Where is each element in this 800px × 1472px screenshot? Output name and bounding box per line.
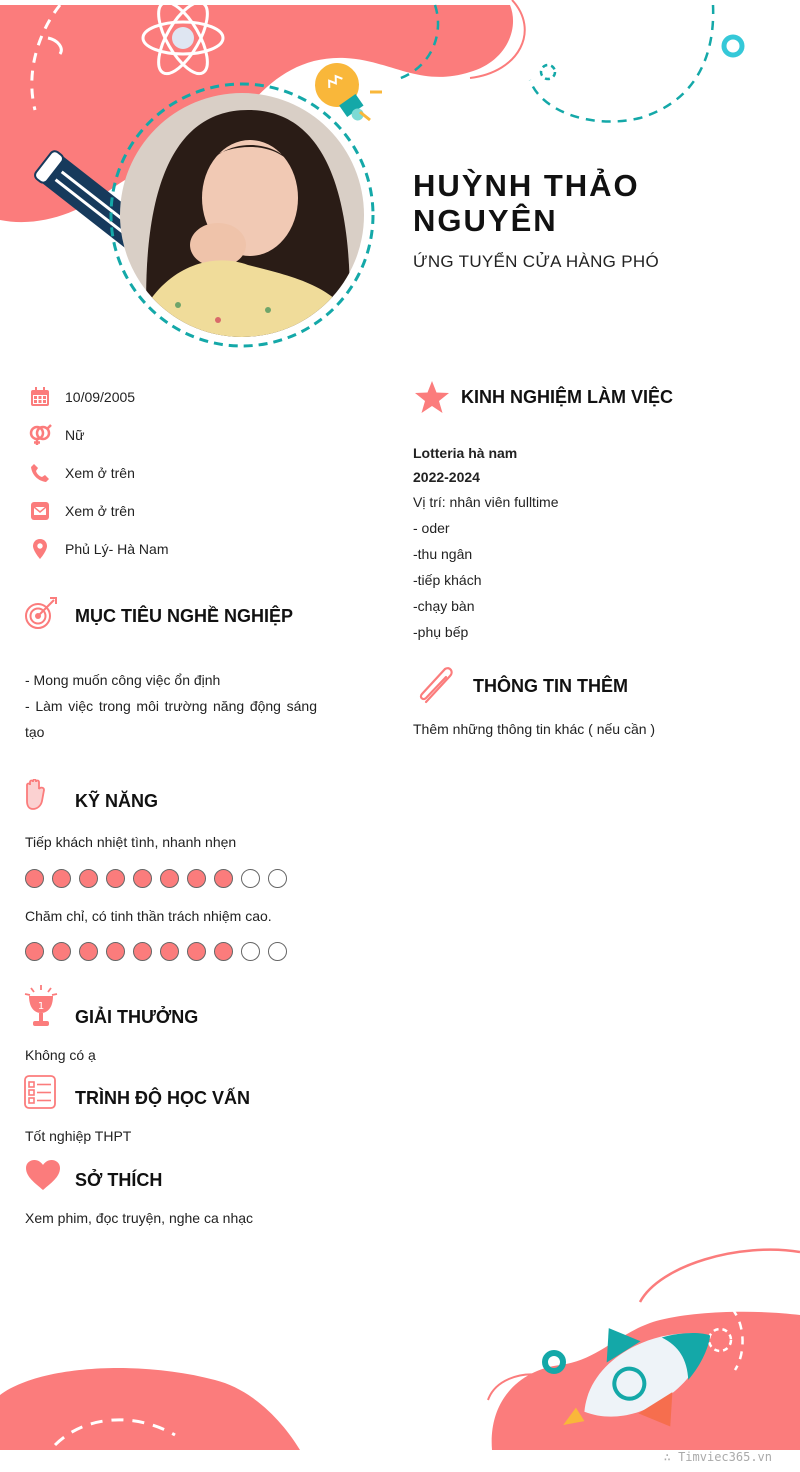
dots-icon: ∴	[663, 1450, 679, 1464]
experience-body	[413, 441, 559, 645]
experience-line: -thu ngân	[413, 546, 473, 562]
skills-title: KỸ NĂNG	[75, 791, 159, 811]
rating-dot-filled	[160, 942, 179, 961]
experience-line: -tiếp khách	[413, 572, 482, 588]
skill-name: Chăm chỉ, có tinh thần trách nhiệm cao.	[25, 908, 272, 924]
rating-dot-filled	[160, 869, 179, 888]
phone-icon	[28, 461, 52, 485]
work-period: 2022-2024	[413, 469, 480, 485]
objective-text	[25, 667, 317, 745]
location-icon	[28, 537, 52, 561]
contact-birthday	[28, 385, 136, 409]
education-text: Tốt nghiệp THPT	[25, 1128, 132, 1144]
footer-decoration	[0, 1240, 800, 1450]
email-text: Xem ở trên	[65, 503, 135, 519]
gender-icon	[28, 423, 52, 447]
rating-dot-empty	[268, 869, 287, 888]
gender-text: Nữ	[65, 427, 85, 443]
profile-photo	[108, 80, 378, 350]
hobbies-text: Xem phim, đọc truyện, nghe ca nhạc	[25, 1210, 254, 1226]
candidate-name: HUỲNH THẢO NGUYÊN	[413, 168, 640, 238]
rating-dot-empty	[268, 942, 287, 961]
heart-icon	[25, 1159, 61, 1191]
skill-rating	[25, 869, 287, 888]
applied-position: ỨNG TUYỂN CỬA HÀNG PHÓ	[413, 252, 659, 271]
hand-icon	[24, 779, 48, 811]
experience-line: -chạy bàn	[413, 598, 475, 614]
experience-line: -phụ bếp	[413, 624, 469, 640]
rating-dot-filled	[79, 869, 98, 888]
hobbies-title: SỞ THÍCH	[75, 1170, 163, 1190]
rating-dot-filled	[214, 869, 233, 888]
experience-line: Vị trí: nhân viên fulltime	[413, 494, 559, 510]
paperclip-icon	[416, 666, 458, 706]
experience-line: - oder	[413, 520, 450, 536]
skill-name: Tiếp khách nhiệt tình, nhanh nhẹn	[25, 834, 237, 850]
rating-dot-filled	[52, 869, 71, 888]
rating-dot-filled	[25, 869, 44, 888]
rating-dot-empty	[241, 942, 260, 961]
awards-text: Không có ạ	[25, 1047, 96, 1063]
address-text: Phủ Lý- Hà Nam	[65, 541, 169, 557]
rating-dot-filled	[187, 942, 206, 961]
rating-dot-filled	[133, 942, 152, 961]
company-name: Lotteria hà nam	[413, 445, 518, 461]
checklist-icon	[24, 1075, 56, 1109]
contact-address	[28, 537, 169, 561]
extra-title: THÔNG TIN THÊM	[473, 676, 628, 696]
rating-dot-filled	[133, 869, 152, 888]
rating-dot-filled	[214, 942, 233, 961]
watermark	[664, 1450, 772, 1464]
email-icon	[28, 499, 52, 523]
birthday-text: 10/09/2005	[65, 389, 136, 405]
awards-title: GIẢI THƯỞNG	[75, 1007, 199, 1027]
objective-line: - Làm việc trong môi trường năng động sáng tạo	[25, 698, 317, 740]
rating-dot-filled	[79, 942, 98, 961]
skill-rating	[25, 942, 287, 961]
svg-text:1: 1	[37, 1001, 45, 1012]
target-icon	[24, 596, 58, 630]
star-icon	[414, 380, 450, 414]
rating-dot-filled	[187, 869, 206, 888]
rating-dot-filled	[106, 869, 125, 888]
contact-email	[28, 499, 135, 523]
education-title: TRÌNH ĐỘ HỌC VẤN	[75, 1088, 250, 1108]
extra-text: Thêm những thông tin khác ( nếu cần )	[413, 721, 656, 737]
objective-line: - Mong muốn công việc ổn định	[25, 672, 221, 688]
rating-dot-filled	[52, 942, 71, 961]
objective-title: MỤC TIÊU NGHỀ NGHIỆP	[75, 606, 294, 626]
trophy-icon	[24, 985, 58, 1029]
rating-dot-filled	[106, 942, 125, 961]
calendar-icon	[28, 385, 52, 409]
phone-text: Xem ở trên	[65, 465, 135, 481]
experience-title: KINH NGHIỆM LÀM VIỆC	[461, 387, 674, 407]
contact-phone	[28, 461, 135, 485]
contact-gender	[28, 423, 85, 447]
rating-dot-filled	[25, 942, 44, 961]
rating-dot-empty	[241, 869, 260, 888]
watermark-text: Timviec365.vn	[678, 1450, 772, 1464]
